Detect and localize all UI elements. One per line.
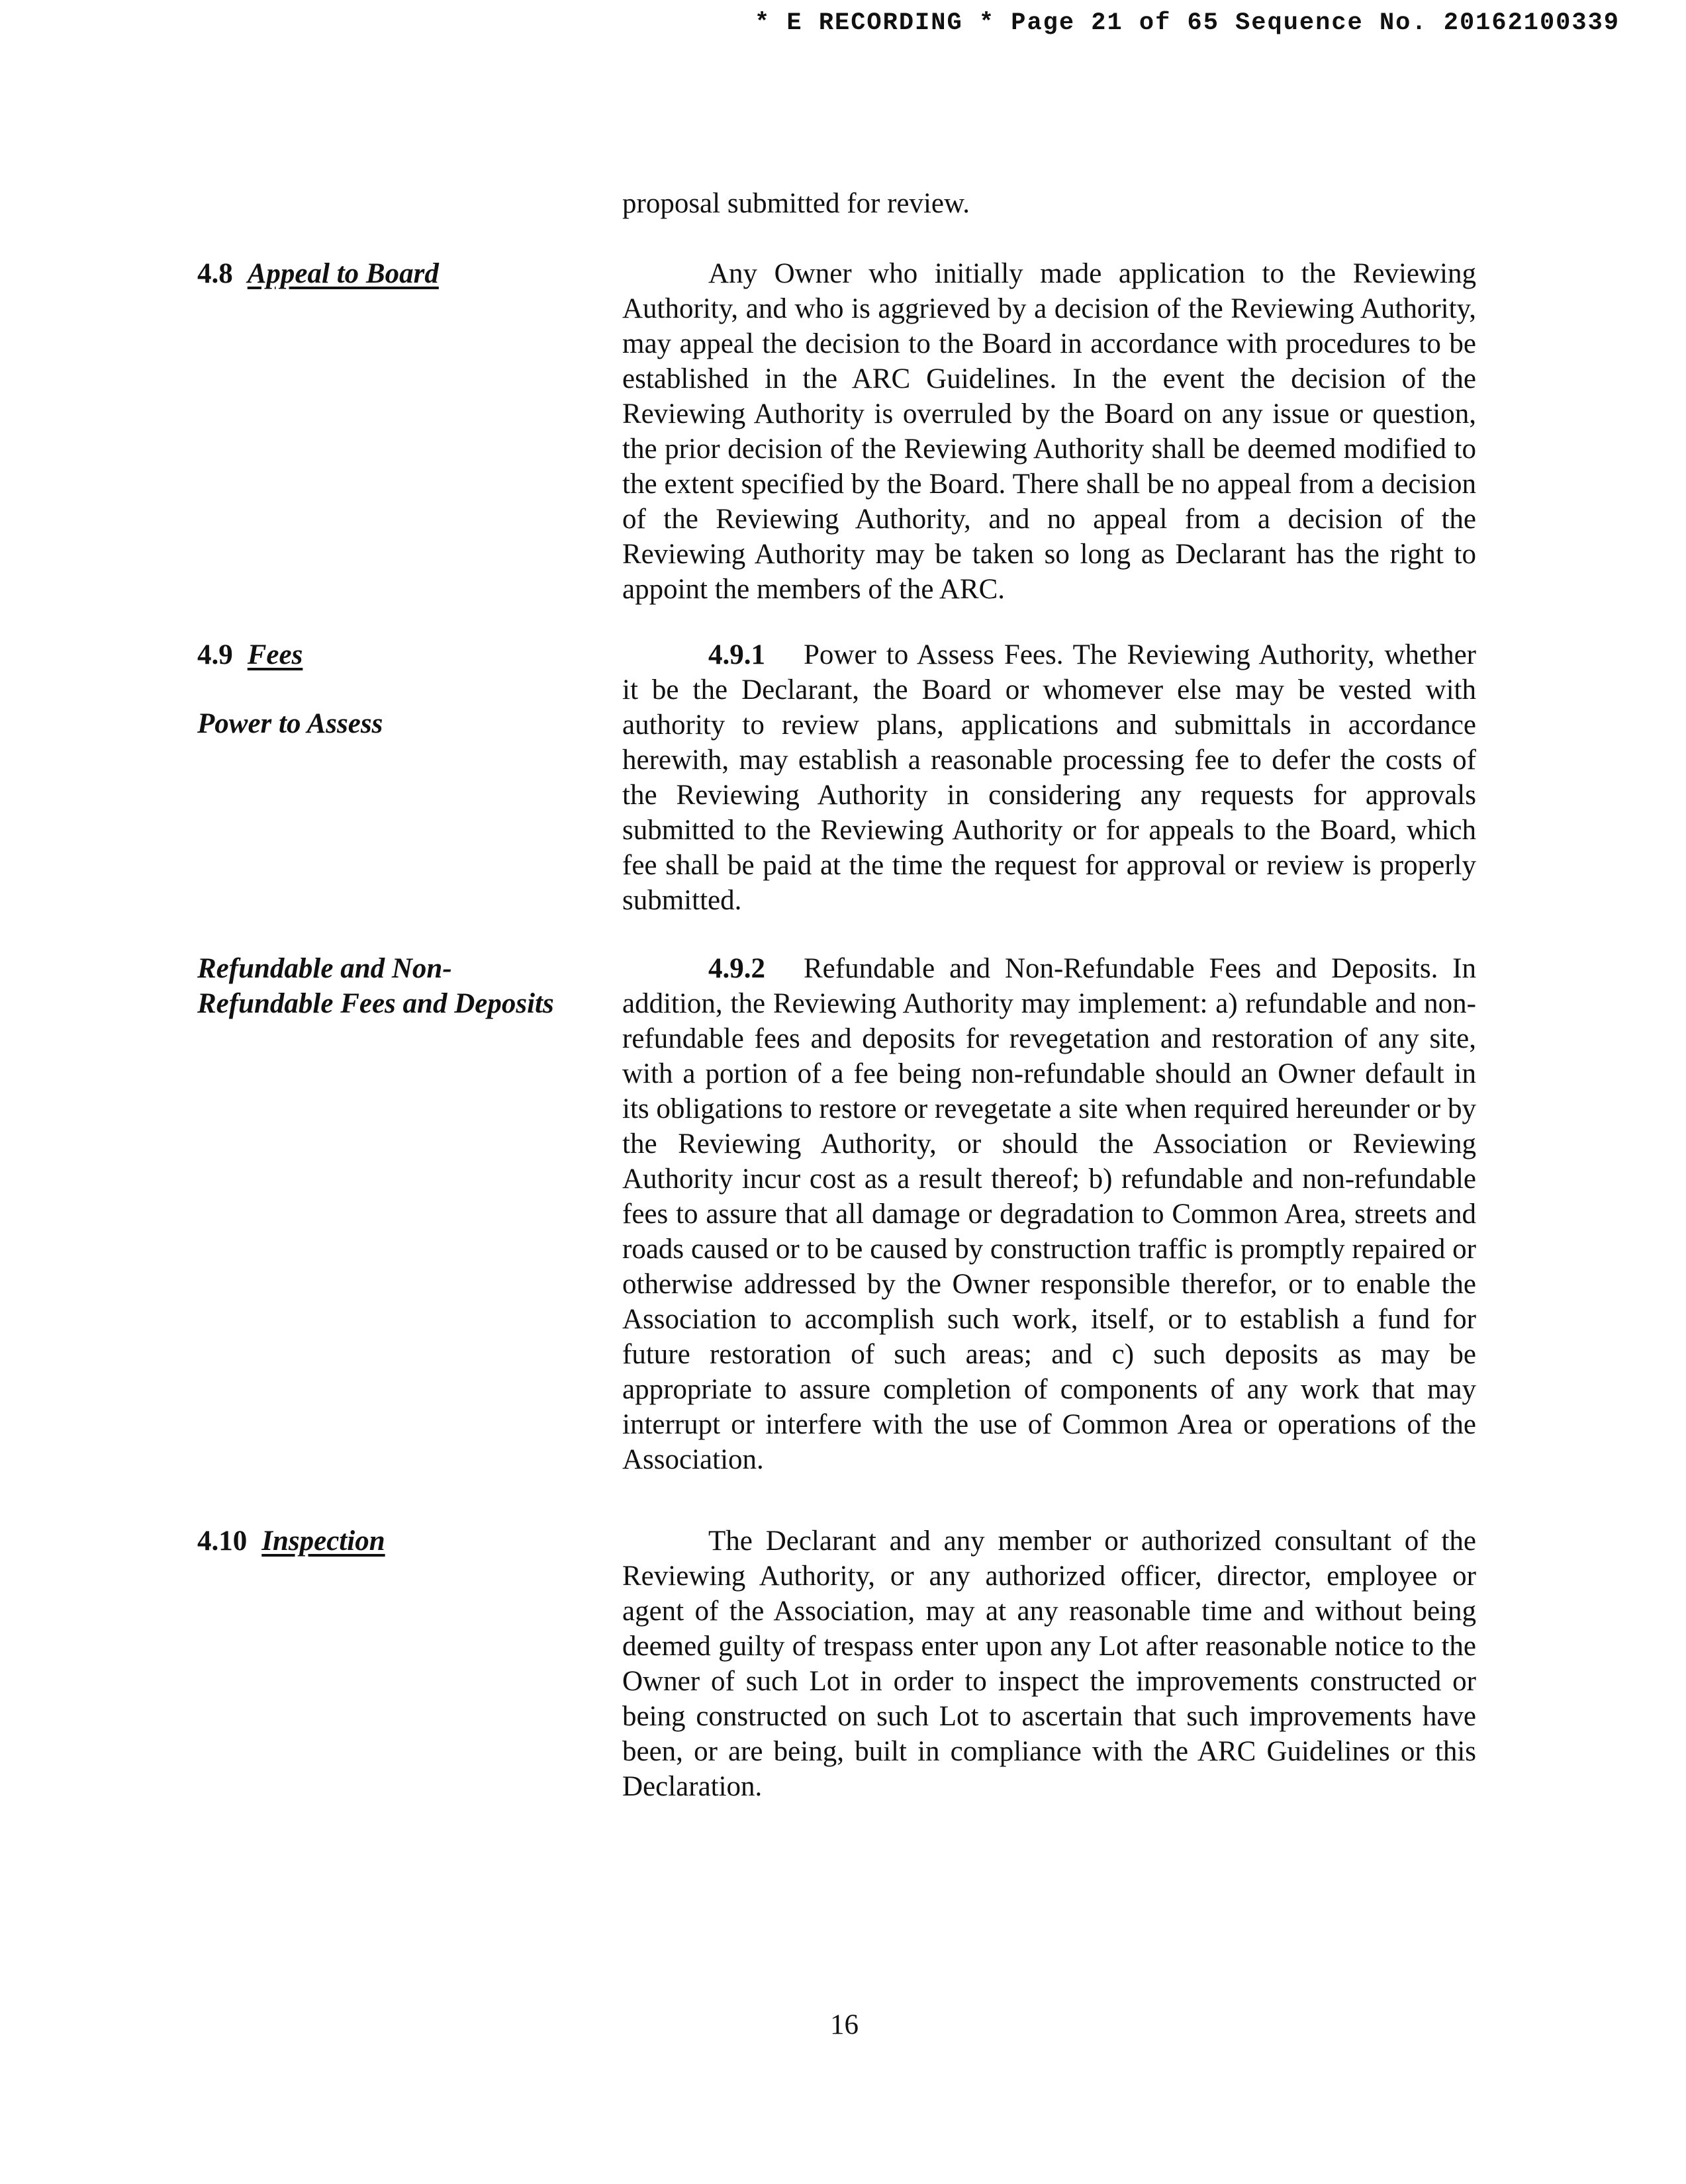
section-number: 4.8: [197, 258, 233, 289]
margin-label-refundable-line2: Refundable Fees and Deposits: [197, 988, 554, 1019]
section-4-8-heading: [197, 256, 439, 291]
section-4-8-body: Any Owner who initially made application to the Reviewing Authority, and who is aggrieved by a decision of the Reviewing Authority, may appeal the decision to the Board in accordance with procedures to be established in the ARC Guidelines. In the event the decision of the Reviewing Authority is overruled by the Board on any issue or question, the prior decision of the Reviewing Authority shall be deemed modified to the extent specified by the Board. There shall be no appeal from a decision of the Reviewing Authority, and no appeal from a decision of the Reviewing Authority may be taken so long as Declarant has the right to appoint the members of the ARC.: [622, 258, 1476, 605]
section-4-10-body: The Declarant and any member or authorized consultant of the Reviewing Authority, or any authorized officer, director, employee or agent of the Association, may at any reasonable time and without being deemed guilty of trespass enter upon any Lot after reasonable notice to the Owner of such Lot in order to inspect the improvements constructed or being constructed on such Lot to ascertain that such improvements have been, or are being, built in compliance with the ARC Guidelines or this Declaration.: [622, 1525, 1476, 1802]
continuation-text: proposal submitted for review.: [622, 188, 970, 219]
recording-header: * E RECORDING * Page 21 of 65 Sequence No. 20162100339: [755, 9, 1620, 37]
section-number: 4.9: [197, 639, 233, 670]
section-title: Fees: [247, 639, 303, 670]
margin-label-refundable-line1: Refundable and Non-: [197, 953, 452, 984]
section-title: Inspection: [261, 1525, 385, 1557]
section-4-9-1-body: [622, 637, 1476, 918]
page-number: 16: [830, 2009, 859, 2040]
margin-label-power-to-assess: Power to Assess: [197, 708, 383, 739]
subsection-text: Power to Assess Fees. The Reviewing Authority, whether it be the Declarant, the Board or whomever else may be vested with authority to review plans, applications and submittals in accordance herewith, may establish a reasonable processing fee to defer the costs of the Reviewing Authority in considering any requests for approvals submitted to the Reviewing Authority or for appeals to the Board, which fee shall be paid at the time the request for approval or review is properly submitted.: [622, 639, 1476, 916]
subsection-number: 4.9.2: [708, 953, 765, 984]
subsection-number: 4.9.1: [708, 639, 765, 670]
section-4-10-heading: [197, 1524, 385, 1559]
section-4-9-2-body: [622, 951, 1476, 1477]
section-number: 4.10: [197, 1525, 248, 1557]
subsection-text: Refundable and Non-Refundable Fees and Deposits. In addition, the Reviewing Authority may implement: a) refundable and non-refundable fees and deposits for revegetation and restoration of any site, with a portion of a fee being non-refundable should an Owner default in its obligations to restore or revegetate a site when required hereunder or by the Reviewing Authority, or should the Association or Reviewing Authority incur cost as a result thereof; b) refundable and non-refundable fees to assure that all damage or degradation to Common Area, streets and roads caused or to be caused by construction traffic is promptly repaired or otherwise addressed by the Owner responsible therefor, or to enable the Association to accomplish such work, itself, or to establish a fund for future restoration of such areas; and c) such deposits as may be appropriate to assure completion of components of any work that may interrupt or interfere with the use of Common Area or operations of the Association.: [622, 953, 1476, 1475]
section-4-9-heading: [197, 637, 303, 672]
section-title: Appeal to Board: [247, 258, 439, 289]
